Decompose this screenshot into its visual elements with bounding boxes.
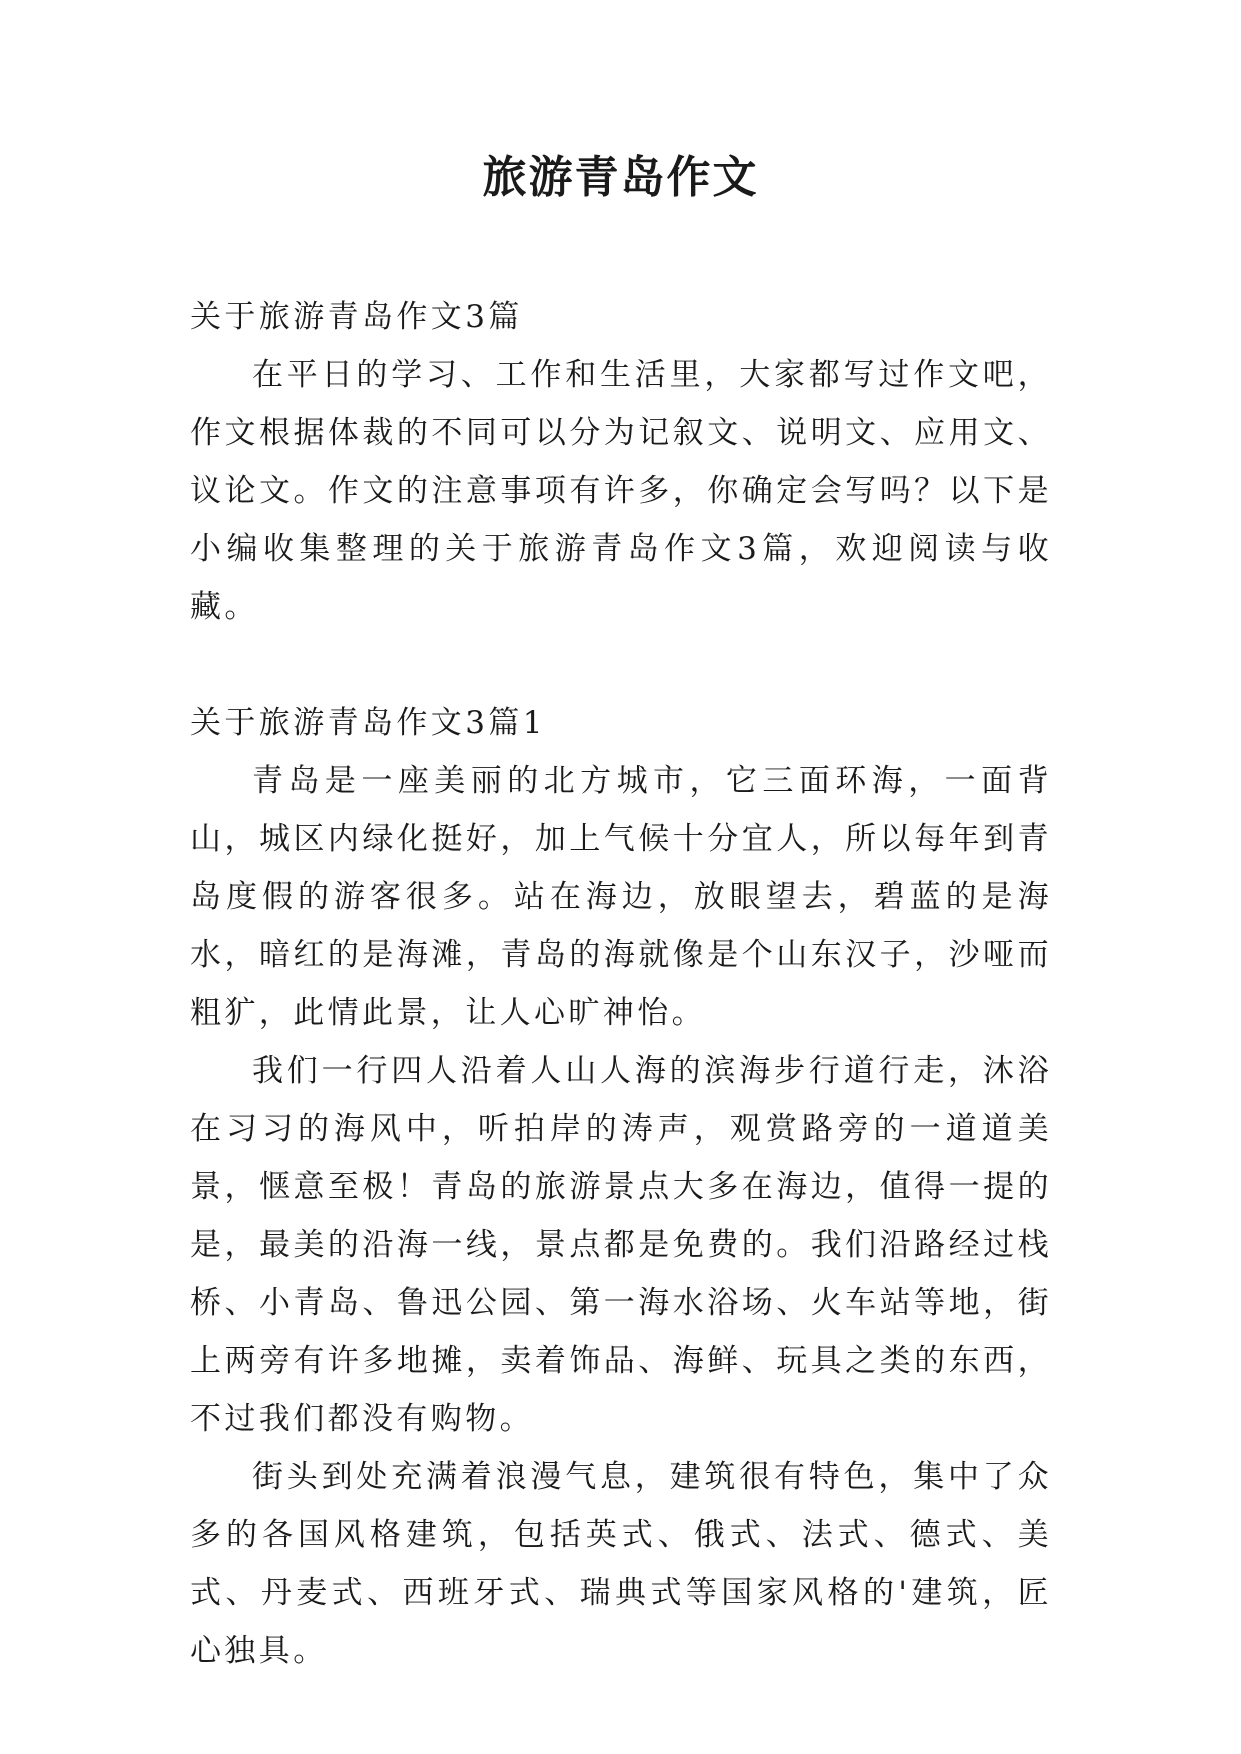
- section1-paragraph-2: 我们一行四人沿着人山人海的滨海步行道行走，沐浴在习习的海风中，听拍岸的涛声，观赏路旁的一道道美景，惬意至极！青岛的旅游景点大多在海边，值得一提的是，最美的沿海一线，景点都是免费的。我们沿路经过栈桥、小青岛、鲁迅公园、第一海水浴场、火车站等地，街上两旁有许多地摊，卖着饰品、海鲜、玩具之类的东西，不过我们都没有购物。: [190, 1053, 1052, 1437]
- section-spacer: [190, 636, 1052, 694]
- intro-heading: 关于旅游青岛作文3篇: [190, 299, 523, 335]
- document-body: [190, 288, 1052, 1680]
- section1-paragraph-3: 街头到处充满着浪漫气息，建筑很有特色，集中了众多的各国风格建筑，包括英式、俄式、法式、德式、美式、丹麦式、西班牙式、瑞典式等国家风格的'建筑，匠心独具。: [190, 1459, 1052, 1669]
- intro-paragraph: 在平日的学习、工作和生活里，大家都写过作文吧，作文根据体裁的不同可以分为记叙文、说明文、应用文、议论文。作文的注意事项有许多，你确定会写吗？以下是小编收集整理的关于旅游青岛作文3篇，欢迎阅读与收藏。: [190, 357, 1052, 625]
- section1-paragraph-1: 青岛是一座美丽的北方城市，它三面环海，一面背山，城区内绿化挺好，加上气候十分宜人，所以每年到青岛度假的游客很多。站在海边，放眼望去，碧蓝的是海水，暗红的是海滩，青岛的海就像是个山东汉子，沙哑而粗犷，此情此景，让人心旷神怡。: [190, 763, 1052, 1031]
- document-title: 旅游青岛作文: [482, 152, 759, 203]
- section1-heading: 关于旅游青岛作文3篇1: [190, 705, 546, 741]
